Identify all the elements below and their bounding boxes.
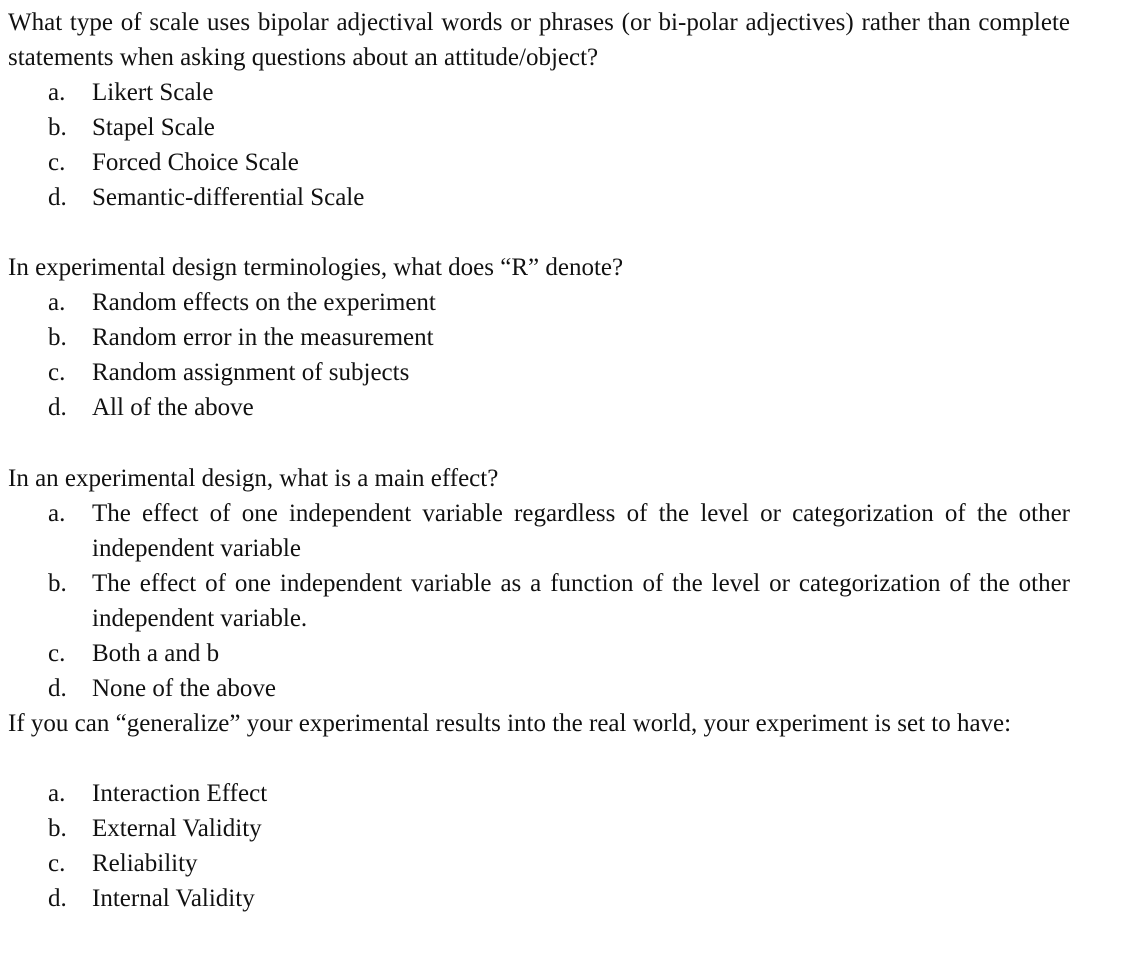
option-text: The effect of one independent variable as a function of the level or categorization of the other independent variable. — [92, 570, 1070, 632]
option-item — [8, 776, 1070, 811]
question-block-3 — [8, 461, 1070, 706]
option-letter: c. — [48, 640, 66, 667]
option-text: None of the above — [92, 675, 276, 702]
option-item — [8, 145, 1070, 180]
option-list — [8, 496, 1070, 706]
option-letter: d. — [48, 675, 67, 702]
question-block-4 — [8, 706, 1070, 916]
question-text: If you can “generalize” your experimental results into the real world, your experiment is set to have: — [8, 710, 1012, 737]
question-text: What type of scale uses bipolar adjectival words or phrases (or bi-polar adjectives) rather than complete statements when asking questions about an attitude/object? — [8, 9, 1070, 71]
option-text: The effect of one independent variable regardless of the level or categorization of the other independent variable — [92, 500, 1070, 562]
option-item — [8, 75, 1070, 110]
option-item — [8, 110, 1070, 145]
option-text: External Validity — [92, 815, 262, 842]
option-text: Random error in the measurement — [92, 324, 434, 351]
option-letter: b. — [48, 570, 67, 597]
option-text: All of the above — [92, 394, 254, 421]
option-item — [8, 496, 1070, 566]
option-item — [8, 390, 1070, 425]
option-letter: c. — [48, 359, 66, 386]
option-text: Semantic-differential Scale — [92, 184, 365, 211]
question-text: In an experimental design, what is a main effect? — [8, 465, 499, 492]
question-text: In experimental design terminologies, what does “R” denote? — [8, 254, 624, 281]
question-block-2 — [8, 250, 1070, 425]
option-letter: b. — [48, 815, 67, 842]
option-item — [8, 355, 1070, 390]
option-text: Random assignment of subjects — [92, 359, 410, 386]
option-letter: a. — [48, 79, 66, 106]
option-letter: a. — [48, 500, 66, 527]
option-letter: b. — [48, 324, 67, 351]
option-item — [8, 881, 1070, 916]
option-item — [8, 566, 1070, 636]
option-item — [8, 636, 1070, 671]
option-list — [8, 75, 1070, 215]
option-letter: c. — [48, 850, 66, 877]
option-item — [8, 671, 1070, 706]
option-list — [8, 776, 1070, 916]
option-item — [8, 320, 1070, 355]
option-text: Both a and b — [92, 640, 220, 667]
option-text: Likert Scale — [92, 79, 214, 106]
option-text: Reliability — [92, 850, 198, 877]
option-text: Stapel Scale — [92, 114, 215, 141]
option-text: Forced Choice Scale — [92, 149, 299, 176]
option-text: Interaction Effect — [92, 780, 268, 807]
option-text: Random effects on the experiment — [92, 289, 436, 316]
option-letter: d. — [48, 394, 67, 421]
option-list — [8, 285, 1070, 425]
option-letter: a. — [48, 289, 66, 316]
question-block-1 — [8, 5, 1070, 215]
option-text: Internal Validity — [92, 885, 255, 912]
option-item — [8, 811, 1070, 846]
option-letter: a. — [48, 780, 66, 807]
option-item — [8, 846, 1070, 881]
option-letter: d. — [48, 885, 67, 912]
option-letter: d. — [48, 184, 67, 211]
option-letter: b. — [48, 114, 67, 141]
option-item — [8, 285, 1070, 320]
option-letter: c. — [48, 149, 66, 176]
option-item — [8, 180, 1070, 215]
